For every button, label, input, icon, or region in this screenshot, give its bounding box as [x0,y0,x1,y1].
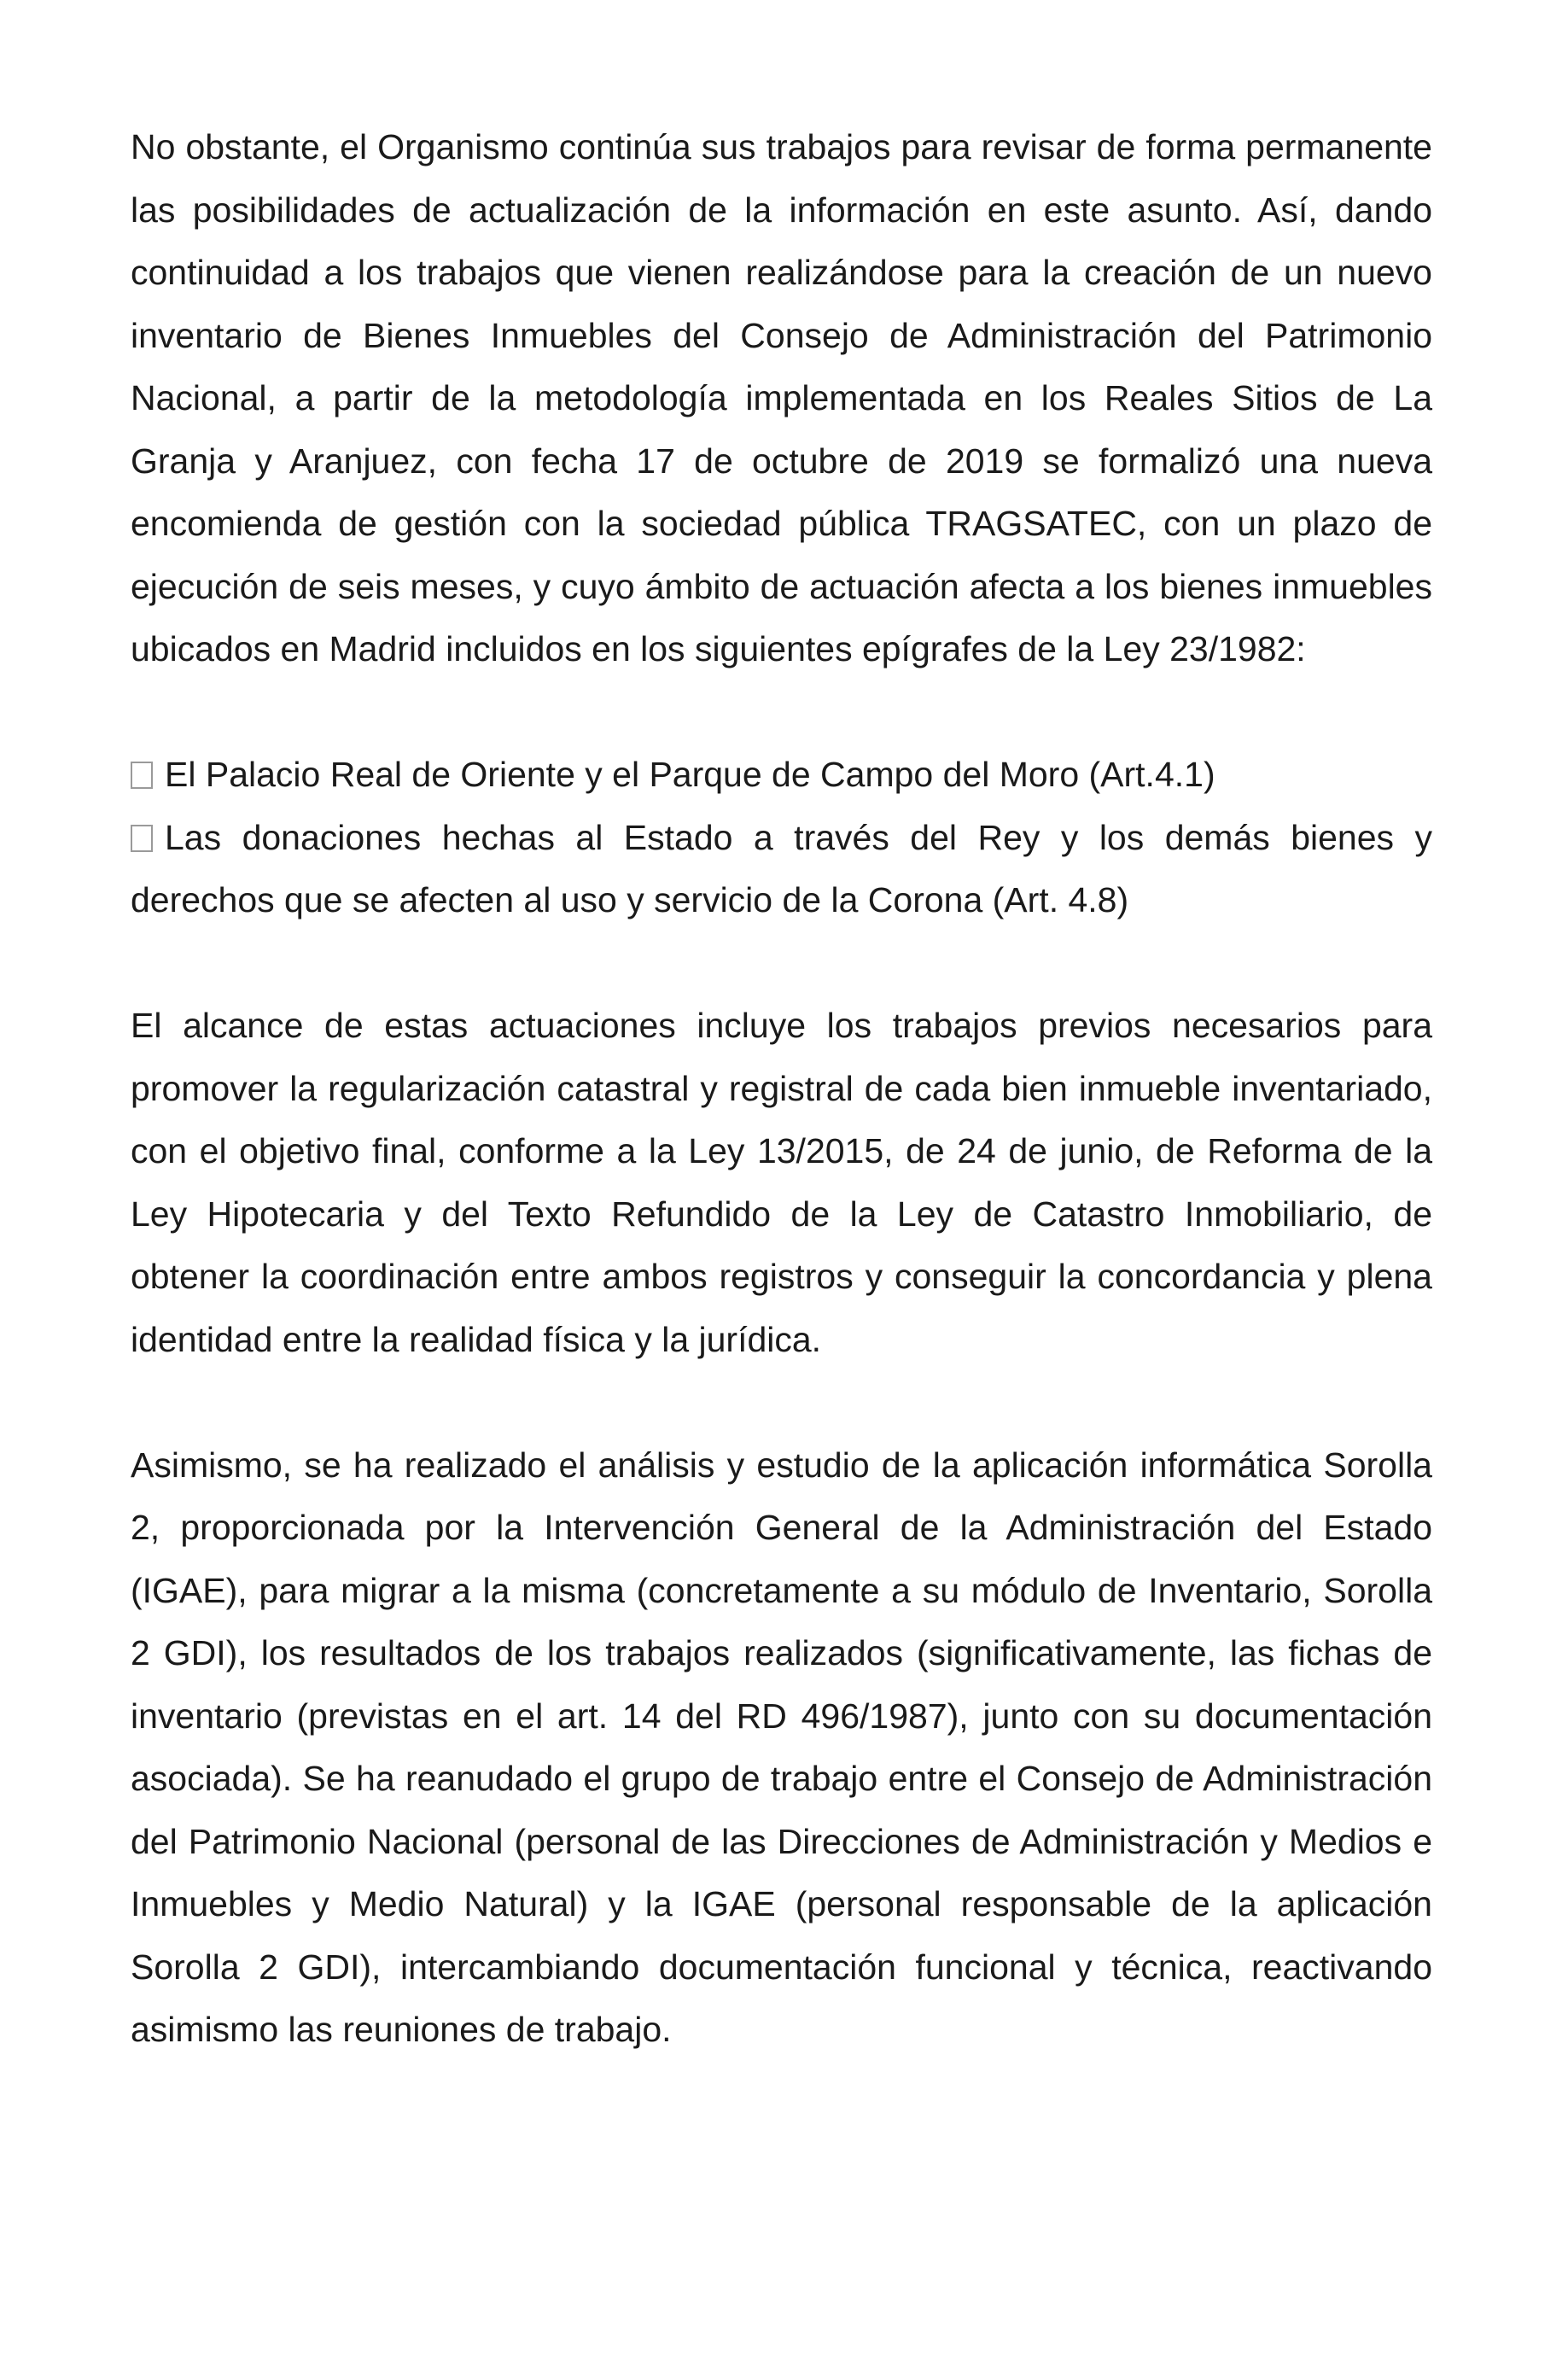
bullet-box-icon [131,762,153,789]
paragraph-alcance: El alcance de estas actuaciones incluye los trabajos previos necesarios para promover la regularización catastral y registral de cada bien inmueble inventariado, con el objetivo final, conforme a la Ley 13/2015, de 24 de junio, de Reforma de la Ley Hipotecaria y del Texto Refundido de la Ley de Catastro Inmobiliario, de obtener la coordinación entre ambos registros y conseguir la concordancia y plena identidad entre la realidad física y la jurídica. [131,1006,1432,1359]
list-item-text: Las donaciones hechas al Estado a través del Rey y los demás bienes y derechos que se afecten al uso y servicio de la Corona (Art. 4.8) [131,817,1432,919]
paragraph-spacer [131,1371,1432,1434]
list-item [131,744,1432,807]
epigrafes-list [131,744,1432,932]
document-body [131,116,1432,2062]
paragraph-inventario: No obstante, el Organismo continúa sus trabajos para revisar de forma permanente las posibilidades de actualización de la información en este asunto. Así, dando continuidad a los trabajos que vienen realizándose para la creación de un nuevo inventario de Bienes Inmuebles del Consejo de Administración del Patrimonio Nacional, a partir de la metodología implementada en los Reales Sitios de La Granja y Aranjuez, con fecha 17 de octubre de 2019 se formalizó una nueva encomienda de gestión con la sociedad pública TRAGSATEC, con un plazo de ejecución de seis meses, y cuyo ámbito de actuación afecta a los bienes inmuebles ubicados en Madrid incluidos en los siguientes epígrafes de la Ley 23/1982: [131,127,1432,668]
bullet-box-icon [131,825,153,852]
paragraph-spacer [131,932,1432,995]
list-item-text: El Palacio Real de Oriente y el Parque de Campo del Moro (Art.4.1) [165,755,1215,794]
paragraph-spacer [131,681,1432,744]
paragraph-sorolla: Asimismo, se ha realizado el análisis y estudio de la aplicación informática Sorolla 2, proporcionada por la Intervención General de la Administración del Estado (IGAE), para migrar a la misma (concretamente a su módulo de Inventario, Sorolla 2 GDI), los resultados de los trabajos realizados (significativamente, las fichas de inventario (previstas en el art. 14 del RD 496/1987), junto con su documentación asociada). Se ha reanudado el grupo de trabajo entre el Consejo de Administración del Patrimonio Nacional (personal de las Direcciones de Administración y Medios e Inmuebles y Medio Natural) y la IGAE (personal responsable de la aplicación Sorolla 2 GDI), intercambiando documentación funcional y técnica, reactivando asimismo las reuniones de trabajo. [131,1445,1432,2049]
list-item [131,807,1432,932]
